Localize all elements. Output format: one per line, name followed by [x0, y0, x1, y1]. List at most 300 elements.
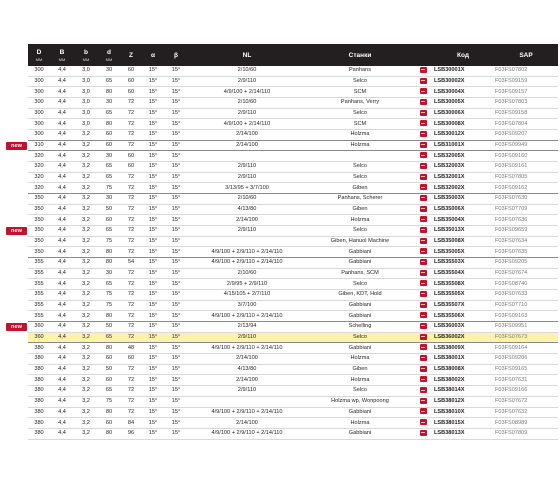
pdf-icon[interactable]: [420, 131, 427, 137]
cell-d: 75: [98, 236, 120, 247]
cell-b: 3,2: [74, 226, 98, 237]
cell-nl: [188, 236, 306, 247]
pdf-icon[interactable]: [420, 152, 427, 158]
cell-b: 4,4: [50, 290, 74, 301]
new-badge: new: [6, 323, 27, 331]
pdf-icon[interactable]: [420, 163, 427, 169]
cell-z: 72: [120, 140, 142, 151]
table-row: [28, 98, 558, 109]
pdf-icon[interactable]: [420, 142, 427, 148]
cell-pdf: [414, 226, 432, 237]
column-header-label: d: [107, 48, 111, 56]
cell-d: 380: [28, 407, 50, 418]
cell-nl: 2/9/110: [188, 172, 306, 183]
cell-machine: Gabbiani: [306, 300, 414, 311]
pdf-icon[interactable]: [420, 67, 427, 73]
cell-z: 72: [120, 98, 142, 109]
table-row: [28, 354, 558, 365]
cell-b: 3,2: [74, 151, 98, 162]
cell-kod: LSB35506X: [432, 311, 494, 322]
column-header: [142, 44, 164, 66]
cell-d: 75: [98, 300, 120, 311]
cell-z: 84: [120, 418, 142, 429]
cell-nl: 2/9/110: [188, 332, 306, 343]
cell-machine: Selco: [306, 172, 414, 183]
cell-d: 320: [28, 151, 50, 162]
cell-d: 360: [28, 332, 50, 343]
cell-machine: Selco: [306, 76, 414, 87]
cell-d: 50: [98, 322, 120, 333]
table-row: [28, 396, 558, 407]
cell-a: 15°: [142, 98, 164, 109]
cell-kod: LSB30004X: [432, 87, 494, 98]
cell-b: 4,4: [50, 354, 74, 365]
cell-sap: F03FS07802: [494, 66, 558, 76]
table-row: [28, 268, 558, 279]
cell-d: 30: [98, 66, 120, 76]
column-header-label: Z: [129, 51, 133, 59]
cell-pdf: [414, 215, 432, 226]
column-unit: MM: [105, 56, 113, 62]
cell-a: 15°: [142, 215, 164, 226]
pdf-icon[interactable]: [420, 312, 427, 318]
cell-kod: LSB35004X: [432, 215, 494, 226]
cell-b: 3,2: [74, 300, 98, 311]
cell-b: 4,4: [50, 76, 74, 87]
cell-b: 4,4: [50, 300, 74, 311]
cell-b: 3,0: [74, 98, 98, 109]
cell-machine: SCM: [306, 119, 414, 130]
cell-a: 15°: [142, 386, 164, 397]
table-row: [28, 226, 558, 237]
cell-kod: LSB35005X: [432, 247, 494, 258]
cell-z: 72: [120, 130, 142, 141]
cell-d: 380: [28, 364, 50, 375]
column-header-label: α: [151, 51, 155, 59]
cell-be: 15°: [164, 183, 188, 194]
cell-machine: Gabbiani: [306, 247, 414, 258]
cell-machine: Holzma: [306, 354, 414, 365]
cell-be: 15°: [164, 119, 188, 130]
table-row: [28, 258, 558, 269]
pdf-icon[interactable]: [420, 259, 427, 265]
pdf-icon[interactable]: [420, 291, 427, 297]
cell-nl: 2/14/100: [188, 130, 306, 141]
cell-d: 300: [28, 76, 50, 87]
table-row: [28, 130, 558, 141]
pdf-icon[interactable]: [420, 195, 427, 201]
cell-pdf: [414, 364, 432, 375]
table-row: [28, 172, 558, 183]
column-header-label: Станки: [348, 51, 372, 59]
cell-d: 350: [28, 194, 50, 205]
cell-d: 30: [98, 98, 120, 109]
cell-b: 3,2: [74, 258, 98, 269]
pdf-icon[interactable]: [420, 227, 427, 233]
cell-nl: [188, 396, 306, 407]
cell-z: 72: [120, 386, 142, 397]
pdf-icon[interactable]: [420, 238, 427, 244]
pdf-icon[interactable]: [420, 248, 427, 254]
cell-sap: F03FS07805: [494, 172, 558, 183]
cell-be: 15°: [164, 396, 188, 407]
cell-kod: LSB35003X: [432, 194, 494, 205]
cell-d: 65: [98, 332, 120, 343]
cell-z: 48: [120, 343, 142, 354]
cell-d: 60: [98, 215, 120, 226]
table-row: [28, 87, 558, 98]
cell-b: 3,2: [74, 311, 98, 322]
cell-sap: F03FS07709: [494, 204, 558, 215]
cell-a: 15°: [142, 375, 164, 386]
pdf-icon[interactable]: [420, 376, 427, 382]
cell-d: 300: [28, 66, 50, 76]
cell-kod: LSB30008X: [432, 119, 494, 130]
cell-pdf: [414, 236, 432, 247]
cell-d: 355: [28, 258, 50, 269]
cell-a: 15°: [142, 343, 164, 354]
pdf-icon[interactable]: [420, 99, 427, 105]
pdf-icon[interactable]: [420, 88, 427, 94]
cell-be: 15°: [164, 343, 188, 354]
cell-be: 15°: [164, 215, 188, 226]
table-header-row: [28, 44, 558, 66]
cell-kod: LSB30002X: [432, 76, 494, 87]
pdf-icon[interactable]: [420, 270, 427, 276]
cell-z: 72: [120, 204, 142, 215]
cell-nl: 2/14/100: [188, 140, 306, 151]
cell-d: 80: [98, 119, 120, 130]
cell-kod: LSB32003X: [432, 162, 494, 173]
pdf-icon[interactable]: [420, 419, 427, 425]
pdf-icon[interactable]: [420, 78, 427, 84]
cell-be: 15°: [164, 407, 188, 418]
cell-z: 96: [120, 428, 142, 439]
cell-b: 4,4: [50, 183, 74, 194]
cell-machine: Gabbiani: [306, 343, 414, 354]
cell-a: 15°: [142, 172, 164, 183]
column-unit: MM: [58, 56, 66, 62]
column-header-label: b: [84, 48, 88, 56]
cell-machine: Holzma wp, Wonpoong: [306, 396, 414, 407]
cell-sap: F03FS07803: [494, 98, 558, 109]
cell-d: 60: [98, 418, 120, 429]
cell-z: 72: [120, 375, 142, 386]
cell-d: 350: [28, 247, 50, 258]
cell-sap: F03FS07674: [494, 268, 558, 279]
cell-a: 15°: [142, 418, 164, 429]
cell-be: 15°: [164, 354, 188, 365]
cell-d: 355: [28, 290, 50, 301]
cell-d: 65: [98, 162, 120, 173]
table-row: [28, 279, 558, 290]
pdf-icon[interactable]: [420, 355, 427, 361]
column-header: [164, 44, 188, 66]
cell-b: 3,2: [74, 183, 98, 194]
cell-sap: F03FS09159: [494, 76, 558, 87]
table-row: [28, 343, 558, 354]
cell-kod: LSB36003X: [432, 322, 494, 333]
table-row: [28, 151, 558, 162]
cell-kod: LSB38010X: [432, 407, 494, 418]
cell-sap: F03FS09206: [494, 354, 558, 365]
cell-machine: Holzma: [306, 215, 414, 226]
column-header-label: β: [174, 51, 178, 59]
cell-d: 50: [98, 204, 120, 215]
pdf-icon[interactable]: [420, 184, 427, 190]
cell-a: 15°: [142, 258, 164, 269]
cell-z: 72: [120, 183, 142, 194]
cell-b: 4,4: [50, 364, 74, 375]
cell-be: 15°: [164, 236, 188, 247]
column-header: [494, 44, 558, 66]
cell-d: 65: [98, 172, 120, 183]
cell-nl: 2/9/110: [188, 162, 306, 173]
cell-a: 15°: [142, 140, 164, 151]
pdf-icon[interactable]: [420, 120, 427, 126]
cell-d: 60: [98, 354, 120, 365]
cell-be: 15°: [164, 428, 188, 439]
cell-pdf: [414, 418, 432, 429]
cell-d: 80: [98, 428, 120, 439]
table-row: [28, 322, 558, 333]
table-row: [28, 194, 558, 205]
cell-be: 15°: [164, 311, 188, 322]
column-header: [432, 44, 494, 66]
column-header-label: SAP: [519, 51, 533, 59]
cell-pdf: [414, 268, 432, 279]
column-unit: MM: [35, 56, 43, 62]
cell-b: 3,2: [74, 204, 98, 215]
cell-z: 60: [120, 151, 142, 162]
cell-b: 4,4: [50, 407, 74, 418]
cell-nl: 2/9/95 + 2/9/110: [188, 279, 306, 290]
cell-d: 380: [28, 396, 50, 407]
cell-sap: F03FS09161: [494, 162, 558, 173]
cell-kod: LSB30006X: [432, 108, 494, 119]
cell-b: 4,4: [50, 418, 74, 429]
cell-b: 4,4: [50, 66, 74, 76]
cell-d: 355: [28, 311, 50, 322]
cell-sap: F03FS07633: [494, 290, 558, 301]
table-row: [28, 418, 558, 429]
product-table-container: [28, 44, 558, 440]
column-header-label: D: [36, 48, 42, 56]
cell-machine: Holzma: [306, 418, 414, 429]
cell-b: 4,4: [50, 162, 74, 173]
table-row: [28, 76, 558, 87]
cell-b: 3,0: [74, 66, 98, 76]
cell-be: 15°: [164, 332, 188, 343]
cell-kod: LSB30012X: [432, 130, 494, 141]
cell-d: 350: [28, 215, 50, 226]
table-row: [28, 247, 558, 258]
cell-be: 15°: [164, 375, 188, 386]
cell-machine: Gabbiani: [306, 258, 414, 269]
cell-sap: F03FS07630: [494, 194, 558, 205]
cell-kod: LSB38014X: [432, 386, 494, 397]
cell-machine: [306, 151, 414, 162]
cell-be: 15°: [164, 279, 188, 290]
cell-be: 15°: [164, 258, 188, 269]
cell-be: 15°: [164, 140, 188, 151]
cell-sap: F03FS07634: [494, 236, 558, 247]
cell-kod: LSB31001X: [432, 140, 494, 151]
cell-d: 80: [98, 87, 120, 98]
cell-sap: F03FS09951: [494, 322, 558, 333]
cell-sap: F03FS07673: [494, 332, 558, 343]
cell-nl: 3/13/95 + 3/7/100: [188, 183, 306, 194]
cell-z: 72: [120, 226, 142, 237]
table-row: [28, 119, 558, 130]
cell-nl: [188, 151, 306, 162]
cell-b: 3,2: [74, 172, 98, 183]
cell-pdf: [414, 279, 432, 290]
cell-d: 80: [98, 407, 120, 418]
cell-d: 30: [98, 194, 120, 205]
table-row: [28, 364, 558, 375]
cell-kod: LSB36002X: [432, 332, 494, 343]
table-row: [28, 332, 558, 343]
cell-z: 72: [120, 215, 142, 226]
pdf-icon[interactable]: [420, 387, 427, 393]
cell-d: 80: [98, 258, 120, 269]
cell-pdf: [414, 386, 432, 397]
cell-b: 4,4: [50, 236, 74, 247]
cell-b: 4,4: [50, 311, 74, 322]
cell-kod: LSB30001X: [432, 66, 494, 76]
table-row: [28, 386, 558, 397]
cell-pdf: [414, 300, 432, 311]
cell-kod: LSB38001X: [432, 354, 494, 365]
pdf-icon[interactable]: [420, 398, 427, 404]
cell-sap: F03FS09949: [494, 140, 558, 151]
cell-kod: LSB35504X: [432, 268, 494, 279]
column-header: [306, 44, 414, 66]
cell-pdf: [414, 172, 432, 183]
table-row: [28, 428, 558, 439]
cell-b: 4,4: [50, 98, 74, 109]
cell-nl: 4/13/80: [188, 204, 306, 215]
pdf-icon[interactable]: [420, 408, 427, 414]
cell-pdf: [414, 375, 432, 386]
cell-d: 380: [28, 343, 50, 354]
cell-machine: SCM: [306, 87, 414, 98]
cell-b: 4,4: [50, 204, 74, 215]
cell-d: 75: [98, 396, 120, 407]
cell-nl: 2/10/60: [188, 194, 306, 205]
cell-d: 355: [28, 279, 50, 290]
cell-d: 300: [28, 130, 50, 141]
cell-pdf: [414, 194, 432, 205]
table-row: [28, 183, 558, 194]
cell-b: 4,4: [50, 343, 74, 354]
table-row: [28, 140, 558, 151]
pdf-icon[interactable]: [420, 206, 427, 212]
cell-z: 60: [120, 162, 142, 173]
cell-pdf: [414, 332, 432, 343]
cell-machine: Selco: [306, 279, 414, 290]
cell-b: 4,4: [50, 375, 74, 386]
column-header-label: B: [59, 48, 65, 56]
cell-b: 4,4: [50, 172, 74, 183]
cell-be: 15°: [164, 226, 188, 237]
new-badge: new: [6, 227, 27, 235]
cell-nl: 4/15/105 + 2/7/110: [188, 290, 306, 301]
cell-z: 72: [120, 396, 142, 407]
cell-a: 15°: [142, 226, 164, 237]
cell-d: 320: [28, 183, 50, 194]
cell-machine: Gabbiani: [306, 311, 414, 322]
cell-pdf: [414, 87, 432, 98]
cell-z: 72: [120, 119, 142, 130]
cell-d: 320: [28, 172, 50, 183]
pdf-icon[interactable]: [420, 280, 427, 286]
cell-b: 4,4: [50, 108, 74, 119]
cell-z: 72: [120, 108, 142, 119]
cell-d: 50: [98, 364, 120, 375]
cell-b: 3,2: [74, 375, 98, 386]
cell-sap: F03FS08740: [494, 279, 558, 290]
cell-b: 3,2: [74, 332, 98, 343]
table-row: [28, 236, 558, 247]
cell-b: 3,2: [74, 290, 98, 301]
cell-nl: 2/14/100: [188, 215, 306, 226]
pdf-icon[interactable]: [420, 302, 427, 308]
cell-b: 4,4: [50, 247, 74, 258]
cell-pdf: [414, 66, 432, 76]
cell-a: 15°: [142, 204, 164, 215]
cell-a: 15°: [142, 311, 164, 322]
cell-kod: LSB35503X: [432, 258, 494, 269]
cell-b: 3,2: [74, 247, 98, 258]
table-row: [28, 215, 558, 226]
cell-sap: F03FS07804: [494, 119, 558, 130]
pdf-icon[interactable]: [420, 344, 427, 350]
cell-a: 15°: [142, 364, 164, 375]
cell-sap: F03FS09659: [494, 226, 558, 237]
cell-be: 15°: [164, 162, 188, 173]
cell-b: 4,4: [50, 215, 74, 226]
pdf-icon[interactable]: [420, 334, 427, 340]
pdf-icon[interactable]: [420, 323, 427, 329]
cell-d: 350: [28, 236, 50, 247]
cell-b: 4,4: [50, 226, 74, 237]
cell-a: 15°: [142, 268, 164, 279]
cell-a: 15°: [142, 119, 164, 130]
cell-b: 3,2: [74, 396, 98, 407]
cell-nl: 2/10/60: [188, 66, 306, 76]
cell-a: 15°: [142, 300, 164, 311]
cell-d: 380: [28, 428, 50, 439]
cell-kod: LSB35508X: [432, 279, 494, 290]
cell-d: 300: [28, 98, 50, 109]
cell-pdf: [414, 407, 432, 418]
cell-a: 15°: [142, 290, 164, 301]
pdf-icon[interactable]: [420, 216, 427, 222]
cell-kod: LSB32005X: [432, 151, 494, 162]
pdf-icon[interactable]: [420, 430, 427, 436]
pdf-icon[interactable]: [420, 174, 427, 180]
cell-a: 15°: [142, 108, 164, 119]
cell-kod: LSB35013X: [432, 226, 494, 237]
pdf-icon[interactable]: [420, 110, 427, 116]
table-row: [28, 204, 558, 215]
cell-machine: Holzma: [306, 130, 414, 141]
pdf-icon[interactable]: [420, 366, 427, 372]
cell-sap: F03FS07672: [494, 396, 558, 407]
cell-a: 15°: [142, 407, 164, 418]
